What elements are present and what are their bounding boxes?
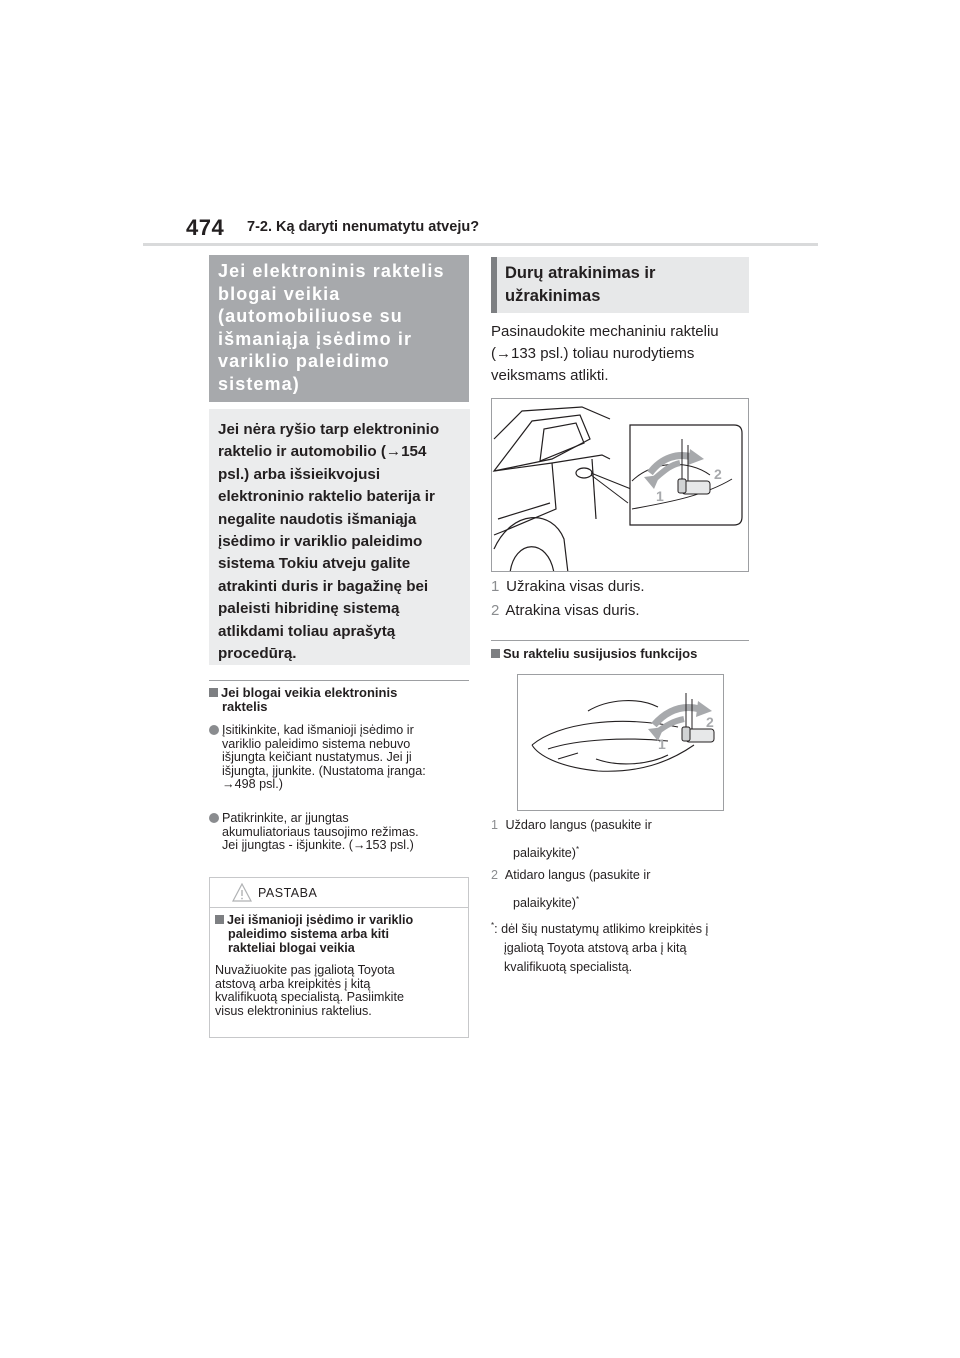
note-header xyxy=(210,878,468,908)
intro-line: raktelio ir automobilio (→154 xyxy=(218,443,427,461)
section-title-line: sistema) xyxy=(218,373,300,394)
door-handle-drawing xyxy=(518,675,724,811)
square-bullet-icon xyxy=(209,688,218,697)
callout-1: 1 xyxy=(658,736,666,752)
intro-box xyxy=(209,409,470,665)
callout-2: 2 xyxy=(706,714,714,730)
bullet-dot-icon xyxy=(209,813,219,823)
intro-line: sistema Tokiu atveju galite xyxy=(218,555,411,573)
intro-line: Jei nėra ryšio tarp elektroninio xyxy=(218,421,440,438)
warning-triangle-icon xyxy=(232,883,252,902)
intro-line: paleisti hibridinę sistemą xyxy=(218,600,400,618)
bullet-item: Įsitikinkite, kad išmanioji įsėdimo ir variklio paleidimo sistema nebuvo išjungta keičiant nustatymus. Jei ji išjungta, įjunkite. (Nustatoma įranga: →498 psl.) xyxy=(209,724,471,792)
window-control-illustration xyxy=(517,674,724,811)
section-divider xyxy=(491,640,749,641)
note-body: Nuvažiuokite pas įgaliotą Toyota atstovą arba kreipkitės į kitą kvalifikuotą specialistą. Pasiimkite visus elektroninius raktelius. xyxy=(215,963,404,1018)
bullet-item: Patikrinkite, ar įjungtas akumuliatoriaus tausojimo režimas. Jei įjungtas - išjunkite. (→153 psl.) xyxy=(209,812,471,853)
intro-line: negalite naudotis išmaniąja xyxy=(218,510,417,528)
callout-2: 2 xyxy=(714,466,722,482)
square-bullet-icon xyxy=(215,915,224,924)
section-heading-box xyxy=(491,257,749,313)
step-1: 1 Užrakina visas duris. xyxy=(491,578,645,595)
header-divider xyxy=(143,243,818,246)
section-heading-line: užrakinimas xyxy=(505,287,601,305)
page-number: 474 xyxy=(186,215,225,240)
section-divider xyxy=(209,680,469,681)
note-box xyxy=(209,877,469,1038)
section-title-line: variklio paleidimo xyxy=(218,351,390,371)
subheading: Su rakteliu susijusios funkcijos xyxy=(491,647,749,661)
intro-line: psl.) arba išsieikvojusi xyxy=(218,465,381,483)
section-heading-line: Durų atrakinimas ir xyxy=(505,264,656,282)
footnote: *: dėl šių nustatymų atlikimo kreipkitės į įgaliotą Toyota atstovą arba į kitą kvalifikuotą specialistą. xyxy=(491,921,709,975)
note-subheading: Jei išmanioji įsėdimo ir variklio paleidimo sistema arba kiti rakteliai blogai veikia xyxy=(215,913,465,955)
window-step-2: 2 Atidaro langus (pasukite ir palaikykite)* xyxy=(491,868,651,911)
section-title-line: Jei elektroninis raktelis xyxy=(218,261,445,281)
door-lock-illustration xyxy=(491,398,749,572)
section-title-box xyxy=(209,255,469,402)
intro-line: elektroninio raktelio baterija ir xyxy=(218,488,435,506)
section-title-line: blogai veikia xyxy=(218,283,341,304)
callout-1: 1 xyxy=(656,488,664,504)
note-label: PASTABA xyxy=(258,886,318,900)
intro-line: įsėdimo ir variklio paleidimo xyxy=(218,533,423,551)
bullet-dot-icon xyxy=(209,725,219,735)
chapter-title: 7-2. Ką daryti nenumatytu atveju? xyxy=(247,219,480,235)
intro-line: procedūrą. xyxy=(218,645,297,663)
car-door-drawing xyxy=(492,399,749,572)
intro-line: atrakinti duris ir bagažinę bei xyxy=(218,577,429,595)
window-step-1: 1 Uždaro langus (pasukite ir palaikykite)* xyxy=(491,818,652,861)
square-bullet-icon xyxy=(491,649,500,658)
intro-paragraph: Pasinaudokite mechaniniu rakteliu (→133 psl.) toliau nurodytiems veiksmams atlikti. xyxy=(491,323,719,384)
section-title-line: (automobiliuose su xyxy=(218,306,403,326)
section-title-line: išmaniąja įsėdimo ir xyxy=(218,328,413,349)
subheading: Jei blogai veikia elektroninis raktelis xyxy=(209,686,469,714)
step-2: 2 Atrakina visas duris. xyxy=(491,602,640,619)
intro-line: atlikdami toliau aprašytą xyxy=(218,622,396,640)
